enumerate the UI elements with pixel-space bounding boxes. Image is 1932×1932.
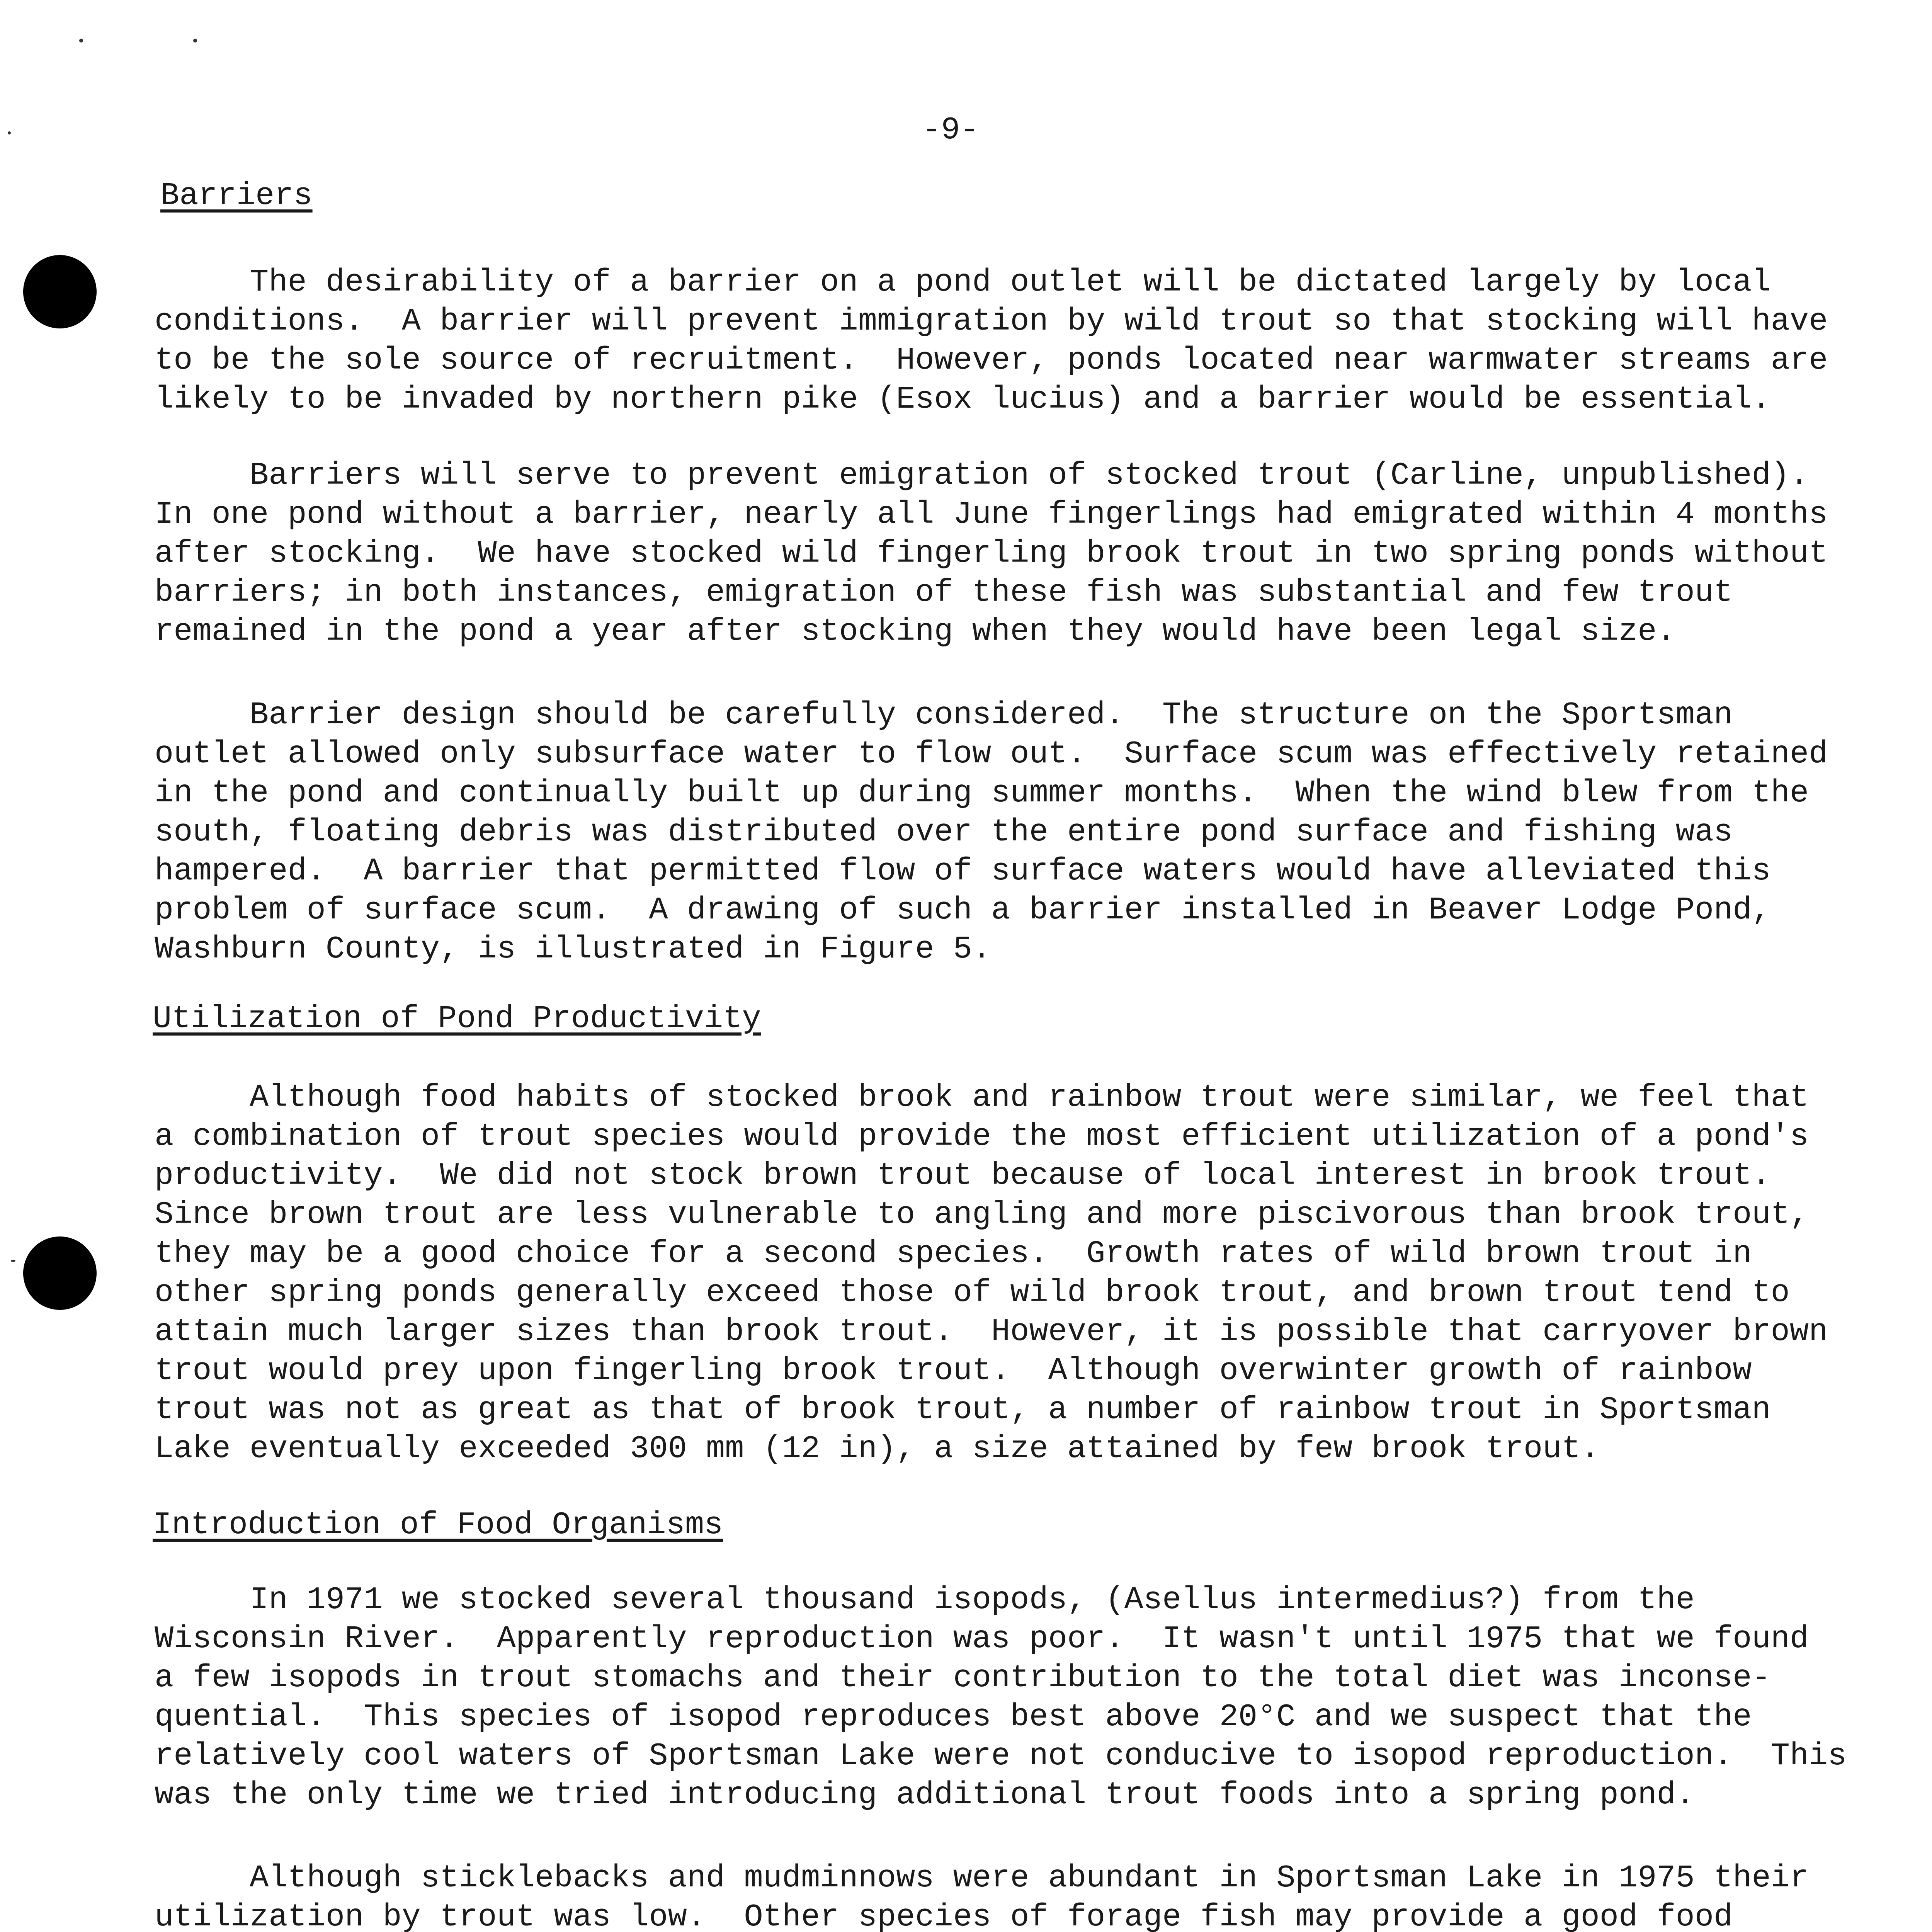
text-line: attain much larger sizes than brook trout. However, it is possible that carryover brown [155, 1314, 1828, 1350]
paragraph [155, 263, 1878, 419]
text-line: a few isopods in trout stomachs and their contribution to the total diet was inconse- [155, 1660, 1771, 1696]
text-line: remained in the pond a year after stocking when they would have been legal size. [155, 614, 1676, 650]
section-heading-utilization: Utilization of Pond Productivity [153, 1001, 761, 1037]
text-line: problem of surface scum. A drawing of such a barrier installed in Beaver Lodge Pond, [155, 892, 1771, 928]
text-line: barriers; in both instances, emigration of these fish was substantial and few trout [155, 575, 1733, 611]
text-line: Barrier design should be carefully considered. The structure on the Sportsman [155, 697, 1733, 733]
text-line: Although food habits of stocked brook and rainbow trout were similar, we feel that [155, 1080, 1809, 1116]
text-line: In 1971 we stocked several thousand isopods, (Asellus intermedius?) from the [155, 1582, 1695, 1618]
scan-speck [79, 39, 83, 43]
text-line: productivity. We did not stock brown trout because of local interest in brook trout. [155, 1158, 1771, 1194]
paragraph [155, 456, 1878, 651]
text-line: Wisconsin River. Apparently reproduction was poor. It wasn't until 1975 that we found [155, 1621, 1809, 1657]
scan-speck [11, 1260, 15, 1262]
text-line: The desirability of a barrier on a pond outlet will be dictated largely by local [155, 264, 1771, 300]
text-line: hampered. A barrier that permitted flow of surface waters would have alleviated this [155, 853, 1771, 889]
text-line: Washburn County, is illustrated in Figure 5. [155, 931, 992, 967]
text-line: in the pond and continually built up during summer months. When the wind blew from the [155, 775, 1809, 811]
text-line: relatively cool waters of Sportsman Lake were not conducive to isopod reproduction. This [155, 1738, 1847, 1774]
scan-speck [8, 131, 11, 134]
text-line: they may be a good choice for a second species. Growth rates of wild brown trout in [155, 1236, 1752, 1272]
paragraph [155, 696, 1878, 969]
text-line: trout would prey upon fingerling brook trout. Although overwinter growth of rainbow [155, 1353, 1752, 1389]
text-line: was the only time we tried introducing additional trout foods into a spring pond. [155, 1777, 1695, 1813]
text-line: likely to be invaded by northern pike (Esox lucius) and a barrier would be essential. [155, 381, 1771, 417]
text-line: Since brown trout are less vulnerable to angling and more piscivorous than brook trout, [155, 1197, 1809, 1233]
text-line: other spring ponds generally exceed those of wild brook trout, and brown trout tend to [155, 1275, 1790, 1311]
section-heading-food-organisms: Introduction of Food Organisms [153, 1507, 723, 1543]
text-line: Barriers will serve to prevent emigration of stocked trout (Carline, unpublished). [155, 457, 1809, 493]
text-line: to be the sole source of recruitment. However, ponds located near warmwater streams are [155, 342, 1828, 378]
text-line: conditions. A barrier will prevent immigration by wild trout so that stocking will have [155, 303, 1828, 339]
page-number: -9- [922, 112, 979, 148]
paragraph [155, 1078, 1878, 1468]
text-line: after stocking. We have stocked wild fingerling brook trout in two spring ponds without [155, 536, 1828, 571]
paragraph [155, 1580, 1878, 1815]
text-line: utilization by trout was low. Other species of forage fish may provide a good food [155, 1899, 1733, 1932]
text-line: Although sticklebacks and mudminnows were abundant in Sportsman Lake in 1975 their [155, 1860, 1809, 1896]
text-line: quential. This species of isopod reproduces best above 20°C and we suspect that the [155, 1699, 1752, 1735]
text-line: Lake eventually exceeded 300 mm (12 in), a size attained by few brook trout. [155, 1431, 1600, 1467]
text-line: south, floating debris was distributed over the entire pond surface and fishing was [155, 814, 1733, 850]
scan-speck [193, 39, 197, 43]
text-line: a combination of trout species would provide the most efficient utilization of a pond's [155, 1119, 1809, 1155]
text-line: In one pond without a barrier, nearly all June fingerlings had emigrated within 4 months [155, 497, 1828, 532]
binder-hole-top [23, 255, 97, 328]
section-heading-barriers: Barriers [160, 178, 313, 214]
text-line: trout was not as great as that of brook trout, a number of rainbow trout in Sportsman [155, 1392, 1771, 1428]
binder-hole-middle [23, 1236, 97, 1310]
paragraph [155, 1859, 1878, 1932]
text-line: outlet allowed only subsurface water to flow out. Surface scum was effectively retained [155, 736, 1828, 772]
